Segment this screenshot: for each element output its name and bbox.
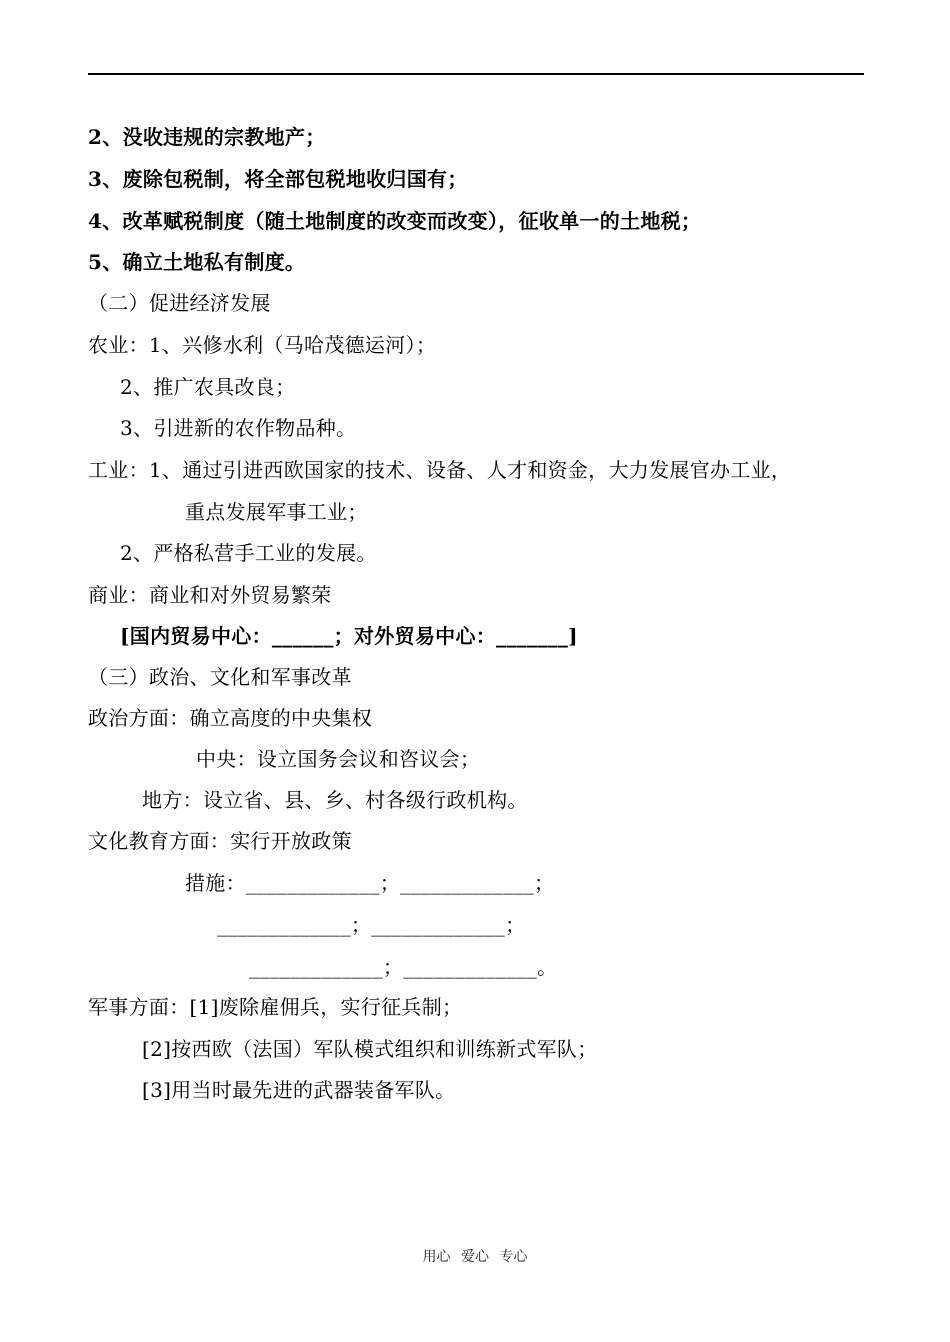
text-line-1: 2、没收违规的宗教地产；	[88, 125, 326, 149]
header-rule	[88, 73, 864, 75]
agriculture-line-2: 2、推广农具改良；	[120, 375, 296, 399]
text-line-3: 4、改革赋税制度（随土地制度的改变而改变），征收单一的土地税；	[88, 209, 702, 233]
text-line-4: 5、确立土地私有制度。	[88, 250, 306, 274]
measures-blank-2: _____________；_____________；	[217, 913, 526, 937]
industry-line-1-cont: 重点发展军事工业；	[185, 500, 368, 524]
central-line: 中央：设立国务会议和咨议会；	[196, 747, 481, 771]
industry-line-2: 2、严格私营手工业的发展。	[120, 541, 377, 565]
text-line-2: 3、废除包税制，将全部包税地收归国有；	[88, 167, 468, 191]
page-footer: 用心 爱心 专心	[422, 1249, 528, 1265]
industry-line-1: 工业：1、通过引进西欧国家的技术、设备、人才和资金，大力发展官办工业，	[88, 458, 792, 482]
section-heading-3: （三）政治、文化和军事改革	[88, 665, 352, 689]
local-line: 地方：设立省、县、乡、村各级行政机构。	[142, 788, 528, 812]
agriculture-line-1: 农业：1、兴修水利（马哈茂德运河）；	[88, 333, 437, 357]
military-line-1: 军事方面：[1]废除雇佣兵，实行征兵制；	[88, 995, 463, 1019]
trade-centers-blank: [国内贸易中心：______；对外贸易中心：_______]	[120, 624, 578, 648]
section-heading-2: （二）促进经济发展	[88, 291, 271, 315]
commerce-line: 商业：商业和对外贸易繁荣	[88, 583, 332, 607]
measures-blank-3: _____________；_____________。	[249, 955, 558, 979]
agriculture-line-3: 3、引进新的农作物品种。	[120, 416, 357, 440]
culture-line: 文化教育方面：实行开放政策	[88, 829, 352, 853]
military-line-3: [3]用当时最先进的武器装备军队。	[142, 1078, 456, 1102]
military-line-2: [2]按西欧（法国）军队模式组织和训练新式军队；	[142, 1037, 598, 1061]
politics-line: 政治方面：确立高度的中央集权	[88, 706, 373, 730]
measures-blank-1: 措施：_____________；_____________；	[185, 871, 555, 895]
